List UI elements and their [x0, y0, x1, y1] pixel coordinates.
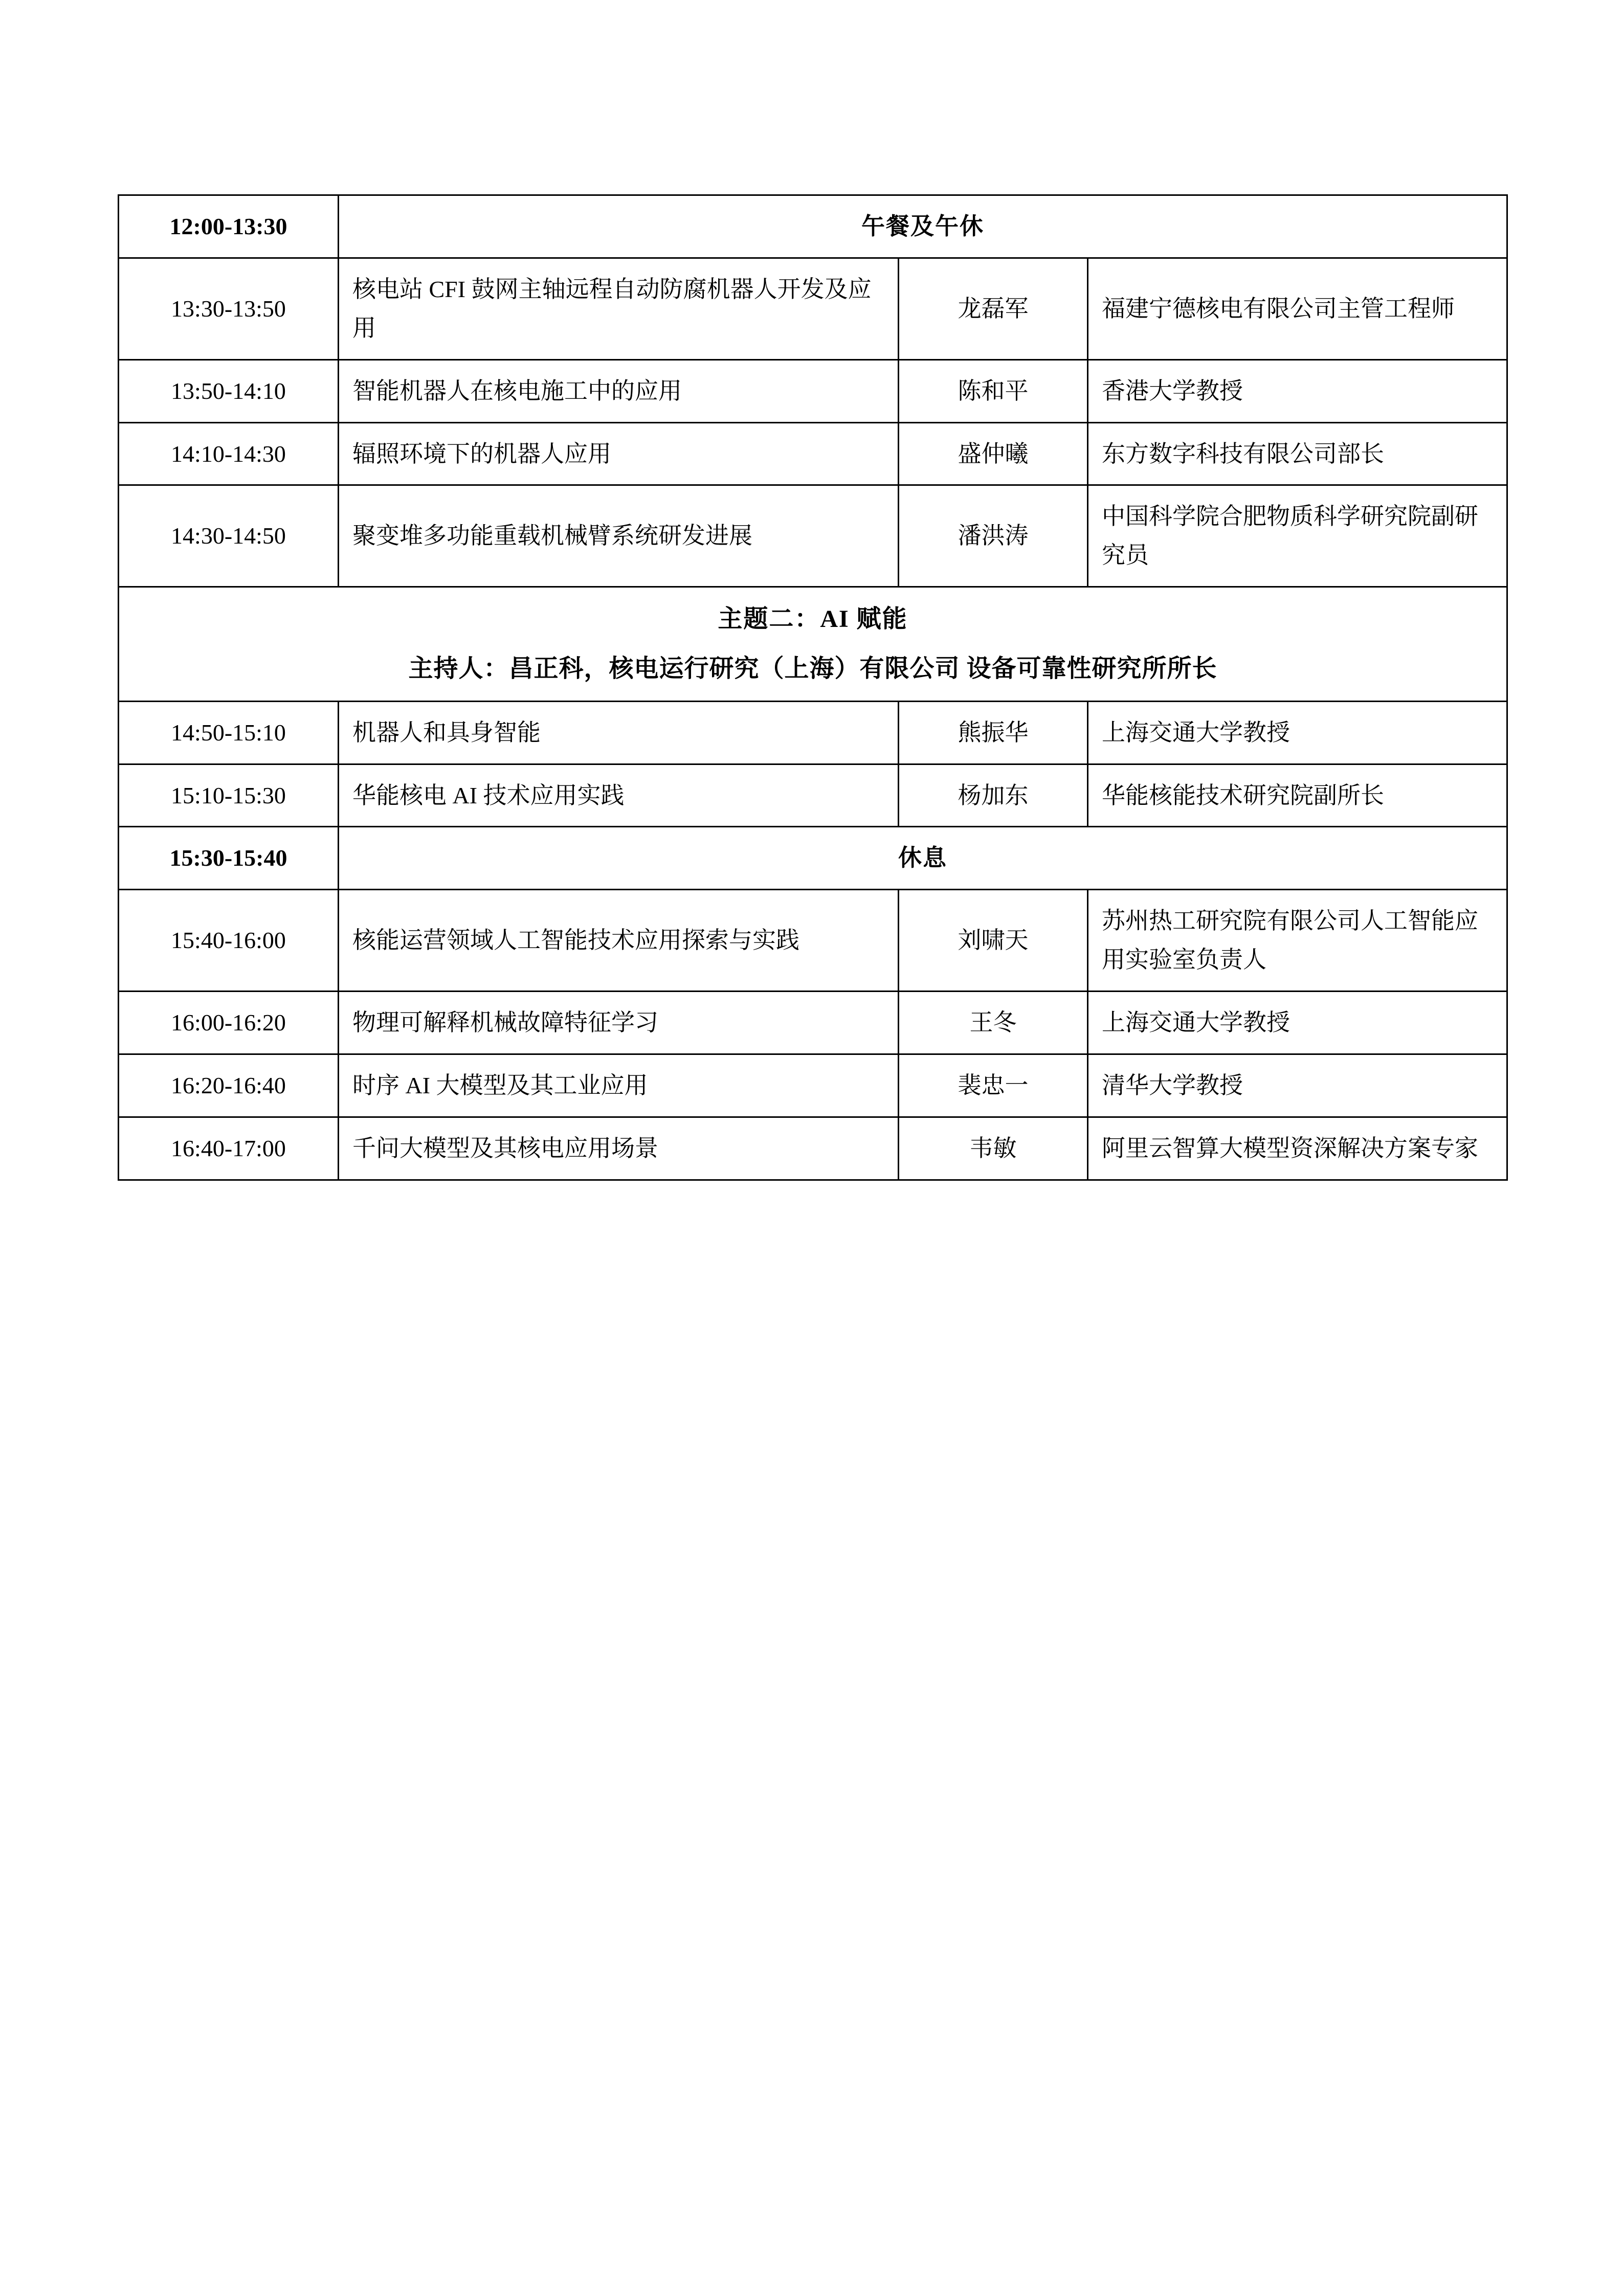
row-topic: 智能机器人在核电施工中的应用 [339, 359, 899, 422]
table-row [119, 890, 1507, 992]
row-speaker: 盛仲曦 [899, 422, 1088, 485]
row-topic: 机器人和具身智能 [339, 701, 899, 764]
break-label: 休息 [339, 827, 1507, 890]
row-speaker: 潘洪涛 [899, 485, 1088, 587]
table-row [119, 258, 1507, 359]
table-row [119, 827, 1507, 890]
table-row [119, 1054, 1507, 1117]
section-moderator: 主持人：昌正科，核电运行研究（上海）有限公司 设备可靠性研究所所长 [408, 655, 1217, 683]
row-topic: 华能核电 AI 技术应用实践 [339, 764, 899, 827]
row-affiliation: 上海交通大学教授 [1088, 992, 1507, 1054]
table-row [119, 701, 1507, 764]
agenda-table [118, 194, 1508, 1181]
row-time: 14:10-14:30 [119, 422, 339, 485]
row-time: 16:40-17:00 [119, 1117, 339, 1180]
row-affiliation: 苏州热工研究院有限公司人工智能应用实验室负责人 [1088, 890, 1507, 992]
row-topic: 时序 AI 大模型及其工业应用 [339, 1054, 899, 1117]
row-affiliation: 阿里云智算大模型资深解决方案专家 [1088, 1117, 1507, 1180]
row-speaker: 龙磊军 [899, 258, 1088, 359]
row-speaker: 裴忠一 [899, 1054, 1088, 1117]
table-row [119, 1117, 1507, 1180]
row-time: 14:30-14:50 [119, 485, 339, 587]
row-speaker: 刘啸天 [899, 890, 1088, 992]
table-row [119, 195, 1507, 258]
table-row [119, 992, 1507, 1054]
row-topic: 千问大模型及其核电应用场景 [339, 1117, 899, 1180]
table-row [119, 587, 1507, 701]
row-time: 16:20-16:40 [119, 1054, 339, 1117]
table-row [119, 359, 1507, 422]
row-affiliation: 清华大学教授 [1088, 1054, 1507, 1117]
agenda-table-body [119, 195, 1507, 1180]
row-time: 15:10-15:30 [119, 764, 339, 827]
break-label: 午餐及午休 [339, 195, 1507, 258]
row-time: 12:00-13:30 [119, 195, 339, 258]
row-affiliation: 中国科学院合肥物质科学研究院副研究员 [1088, 485, 1507, 587]
row-speaker: 王冬 [899, 992, 1088, 1054]
row-time: 13:30-13:50 [119, 258, 339, 359]
row-topic: 聚变堆多功能重载机械臂系统研发进展 [339, 485, 899, 587]
table-row [119, 485, 1507, 587]
row-topic: 物理可解释机械故障特征学习 [339, 992, 899, 1054]
table-row [119, 764, 1507, 827]
row-affiliation: 福建宁德核电有限公司主管工程师 [1088, 258, 1507, 359]
table-row [119, 422, 1507, 485]
row-affiliation: 华能核能技术研究院副所长 [1088, 764, 1507, 827]
row-speaker: 陈和平 [899, 359, 1088, 422]
row-speaker: 韦敏 [899, 1117, 1088, 1180]
row-affiliation: 东方数字科技有限公司部长 [1088, 422, 1507, 485]
section-header [119, 587, 1507, 701]
row-time: 15:30-15:40 [119, 827, 339, 890]
row-time: 14:50-15:10 [119, 701, 339, 764]
row-speaker: 杨加东 [899, 764, 1088, 827]
row-speaker: 熊振华 [899, 701, 1088, 764]
section-title: 主题二：AI 赋能 [718, 605, 908, 633]
row-affiliation: 香港大学教授 [1088, 359, 1507, 422]
row-topic: 辐照环境下的机器人应用 [339, 422, 899, 485]
row-topic: 核电站 CFI 鼓网主轴远程自动防腐机器人开发及应用 [339, 258, 899, 359]
row-affiliation: 上海交通大学教授 [1088, 701, 1507, 764]
row-time: 16:00-16:20 [119, 992, 339, 1054]
row-time: 15:40-16:00 [119, 890, 339, 992]
row-time: 13:50-14:10 [119, 359, 339, 422]
row-topic: 核能运营领域人工智能技术应用探索与实践 [339, 890, 899, 992]
